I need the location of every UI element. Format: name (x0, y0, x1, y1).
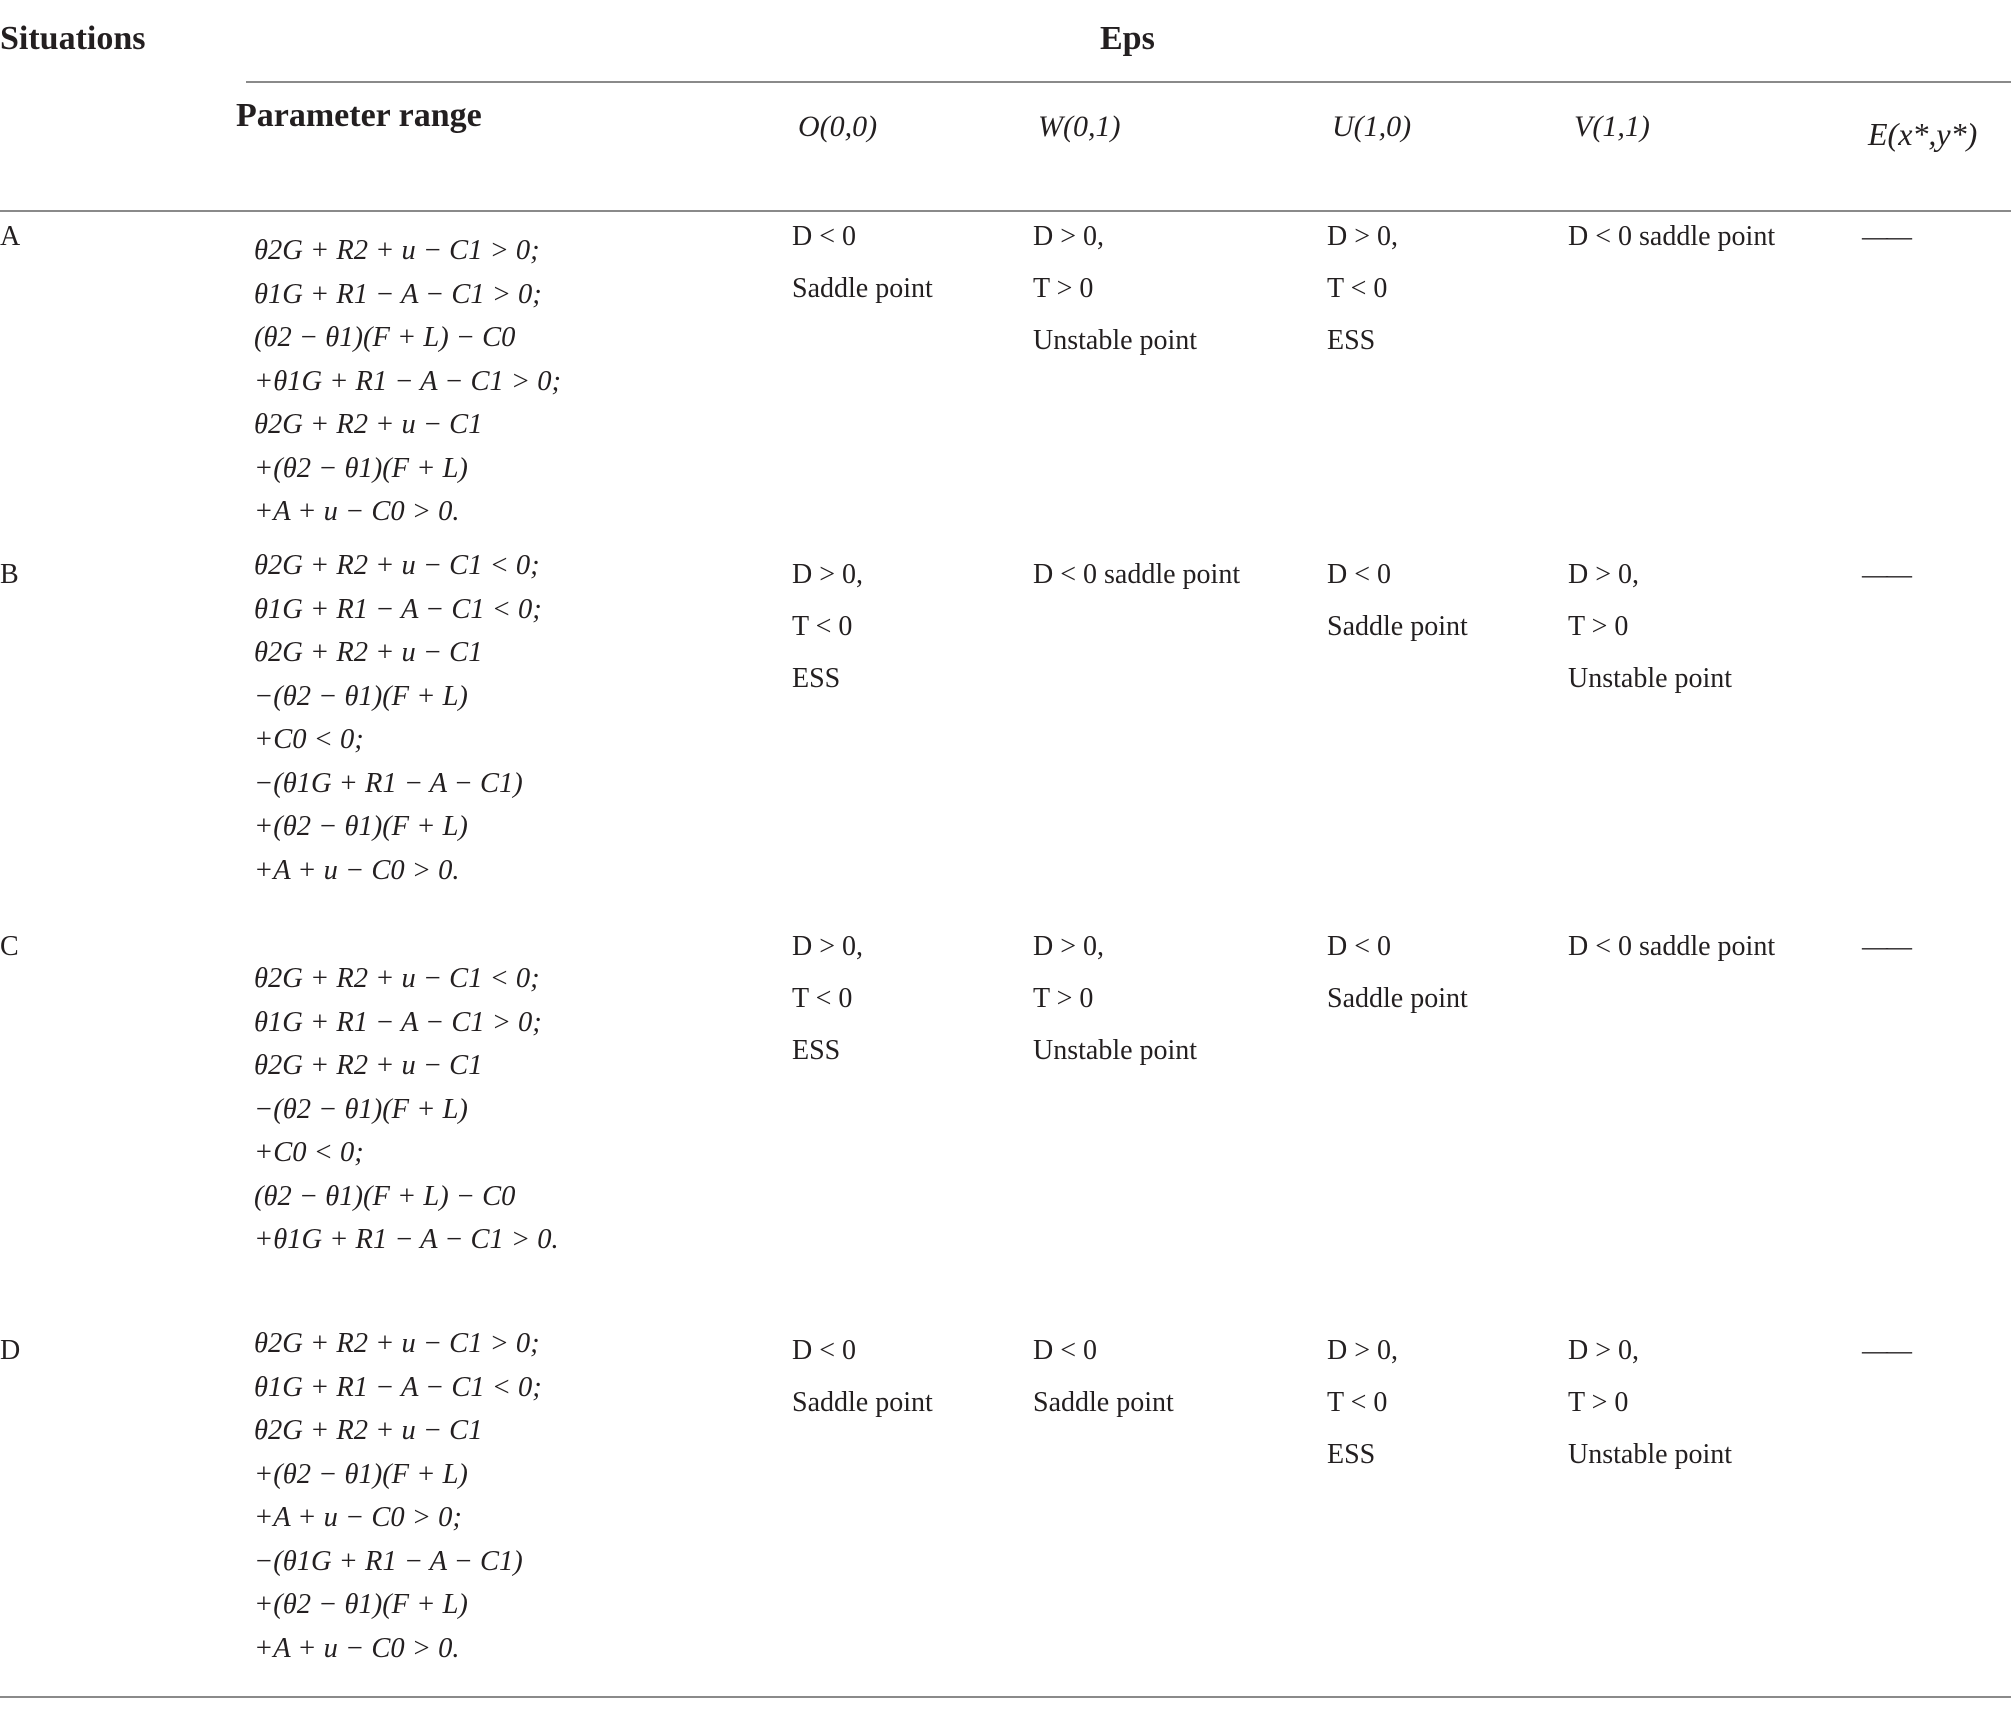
row-a-label: A (0, 221, 21, 252)
row-b-w: D < 0 saddle point (1033, 559, 1241, 590)
header-point-w: W(0,1) (1038, 110, 1121, 143)
row-d-u: D > 0, T < 0 ESS (1327, 1335, 1399, 1470)
row-a-w: D > 0, T > 0 Unstable point (1033, 221, 1198, 356)
table-bottom-rule (0, 1696, 2011, 1698)
row-c-o: D > 0, T < 0 ESS (792, 931, 864, 1066)
row-a-u: D > 0, T < 0 ESS (1327, 221, 1399, 356)
row-c-u: D < 0 Saddle point (1327, 931, 1468, 1014)
row-d-label: D (0, 1335, 21, 1366)
row-a-params: θ2G + R2 + u − C1 > 0; θ1G + R1 − A − C1 > 0; (θ2 − θ1)(F + L) − C0 +θ1G + R1 − A − C1 > 0; θ2G + R2 + u − C1 +(θ2 − θ1)(F + L) +A + u − C0 > 0. (254, 235, 562, 527)
header-point-o: O(0,0) (798, 110, 878, 143)
eps-rule (246, 81, 2011, 83)
header-point-e: E(x*,y*) (1868, 116, 1978, 152)
row-d-o: D < 0 Saddle point (792, 1335, 933, 1418)
header-situations: Situations (0, 20, 146, 57)
row-c-label: C (0, 931, 19, 962)
row-b-o: D > 0, T < 0 ESS (792, 559, 864, 694)
row-d-e: —— (1862, 1336, 1910, 1365)
row-c-e: —— (1862, 932, 1910, 961)
header-point-v: V(1,1) (1574, 110, 1650, 143)
row-b-e: —— (1862, 560, 1910, 589)
row-b-params: θ2G + R2 + u − C1 < 0; θ1G + R1 − A − C1 < 0; θ2G + R2 + u − C1 −(θ2 − θ1)(F + L) +C0 < 0; −(θ1G + R1 − A − C1) +(θ2 − θ1)(F + L) +A + u − C0 > 0. (254, 550, 542, 886)
row-c-params: θ2G + R2 + u − C1 < 0; θ1G + R1 − A − C1 > 0; θ2G + R2 + u − C1 −(θ2 − θ1)(F + L) +C0 < 0; (θ2 − θ1)(F + L) − C0 +θ1G + R1 − A − C1 > 0. (254, 963, 559, 1255)
row-a-o: D < 0 Saddle point (792, 221, 933, 304)
row-b-v: D > 0, T > 0 Unstable point (1568, 559, 1733, 694)
row-d-v: D > 0, T > 0 Unstable point (1568, 1335, 1733, 1470)
header-eps: Eps (1100, 20, 1155, 57)
row-d-params: θ2G + R2 + u − C1 > 0; θ1G + R1 − A − C1 < 0; θ2G + R2 + u − C1 +(θ2 − θ1)(F + L) +A + u − C0 > 0; −(θ1G + R1 − A − C1) +(θ2 − θ1)(F + L) +A + u − C0 > 0. (254, 1328, 542, 1664)
row-d-w: D < 0 Saddle point (1033, 1335, 1174, 1418)
row-b-label: B (0, 559, 19, 590)
row-a-e: —— (1862, 222, 1910, 251)
row-c-w: D > 0, T > 0 Unstable point (1033, 931, 1198, 1066)
header-point-u: U(1,0) (1332, 110, 1412, 143)
row-b-u: D < 0 Saddle point (1327, 559, 1468, 642)
header-parameter-range: Parameter range (236, 97, 482, 134)
row-c-v: D < 0 saddle point (1568, 931, 1776, 962)
row-a-v: D < 0 saddle point (1568, 221, 1776, 252)
